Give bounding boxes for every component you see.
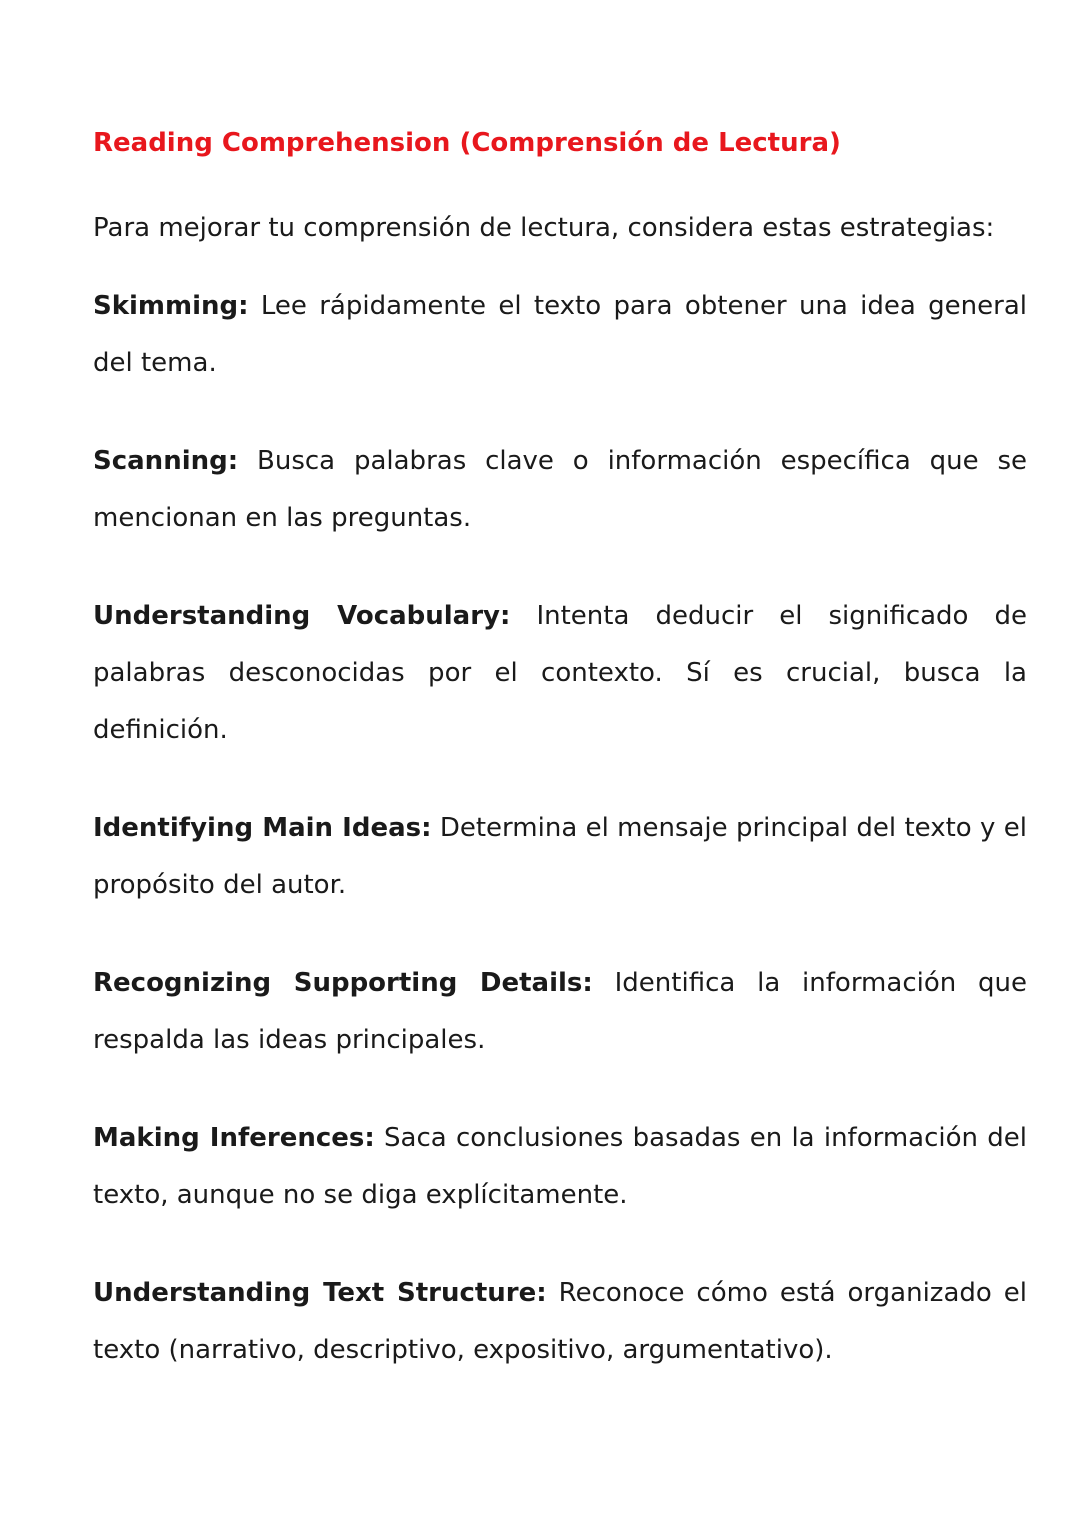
strategy-understanding-vocabulary [93, 588, 1027, 759]
strategy-recognizing-supporting-details [93, 955, 1027, 1069]
strategy-term: Understanding Text Structure: [93, 1278, 547, 1308]
strategy-understanding-text-structure [93, 1265, 1027, 1379]
strategy-making-inferences [93, 1110, 1027, 1224]
strategy-scanning [93, 433, 1027, 547]
strategy-description: Reconoce cómo está organizado el texto (narrativo, descriptivo, expositivo, argumentativo). [93, 1278, 1028, 1365]
strategy-identifying-main-ideas [93, 800, 1027, 914]
strategy-term: Identifying Main Ideas: [93, 813, 432, 843]
strategy-term: Making Inferences: [93, 1123, 375, 1153]
strategy-term: Recognizing Supporting Details: [93, 968, 593, 998]
strategy-description: Busca palabras clave o información específica que se mencionan en las preguntas. [93, 446, 1028, 533]
strategy-term: Understanding Vocabulary: [93, 601, 511, 631]
strategy-description: Intenta deducir el significado de palabras desconocidas por el contexto. Sí es crucial, busca la definición. [93, 601, 1028, 745]
strategy-description: Lee rápidamente el texto para obtener una idea general del tema. [93, 291, 1027, 378]
strategy-skimming [93, 278, 1027, 392]
strategy-term: Scanning: [93, 446, 239, 476]
strategy-term: Skimming: [93, 291, 249, 321]
intro-paragraph: Para mejorar tu comprensión de lectura, considera estas estrategias: [93, 213, 995, 243]
document-content [93, 121, 1027, 1379]
document-title: Reading Comprehension (Comprensión de Lectura) [93, 128, 841, 158]
strategy-description: Saca conclusiones basadas en la información del texto, aunque no se diga explícitamente. [93, 1123, 1027, 1210]
strategy-description: Identifica la información que respalda las ideas principales. [93, 968, 1027, 1055]
strategy-description: Determina el mensaje principal del texto y el propósito del autor. [93, 813, 1027, 900]
